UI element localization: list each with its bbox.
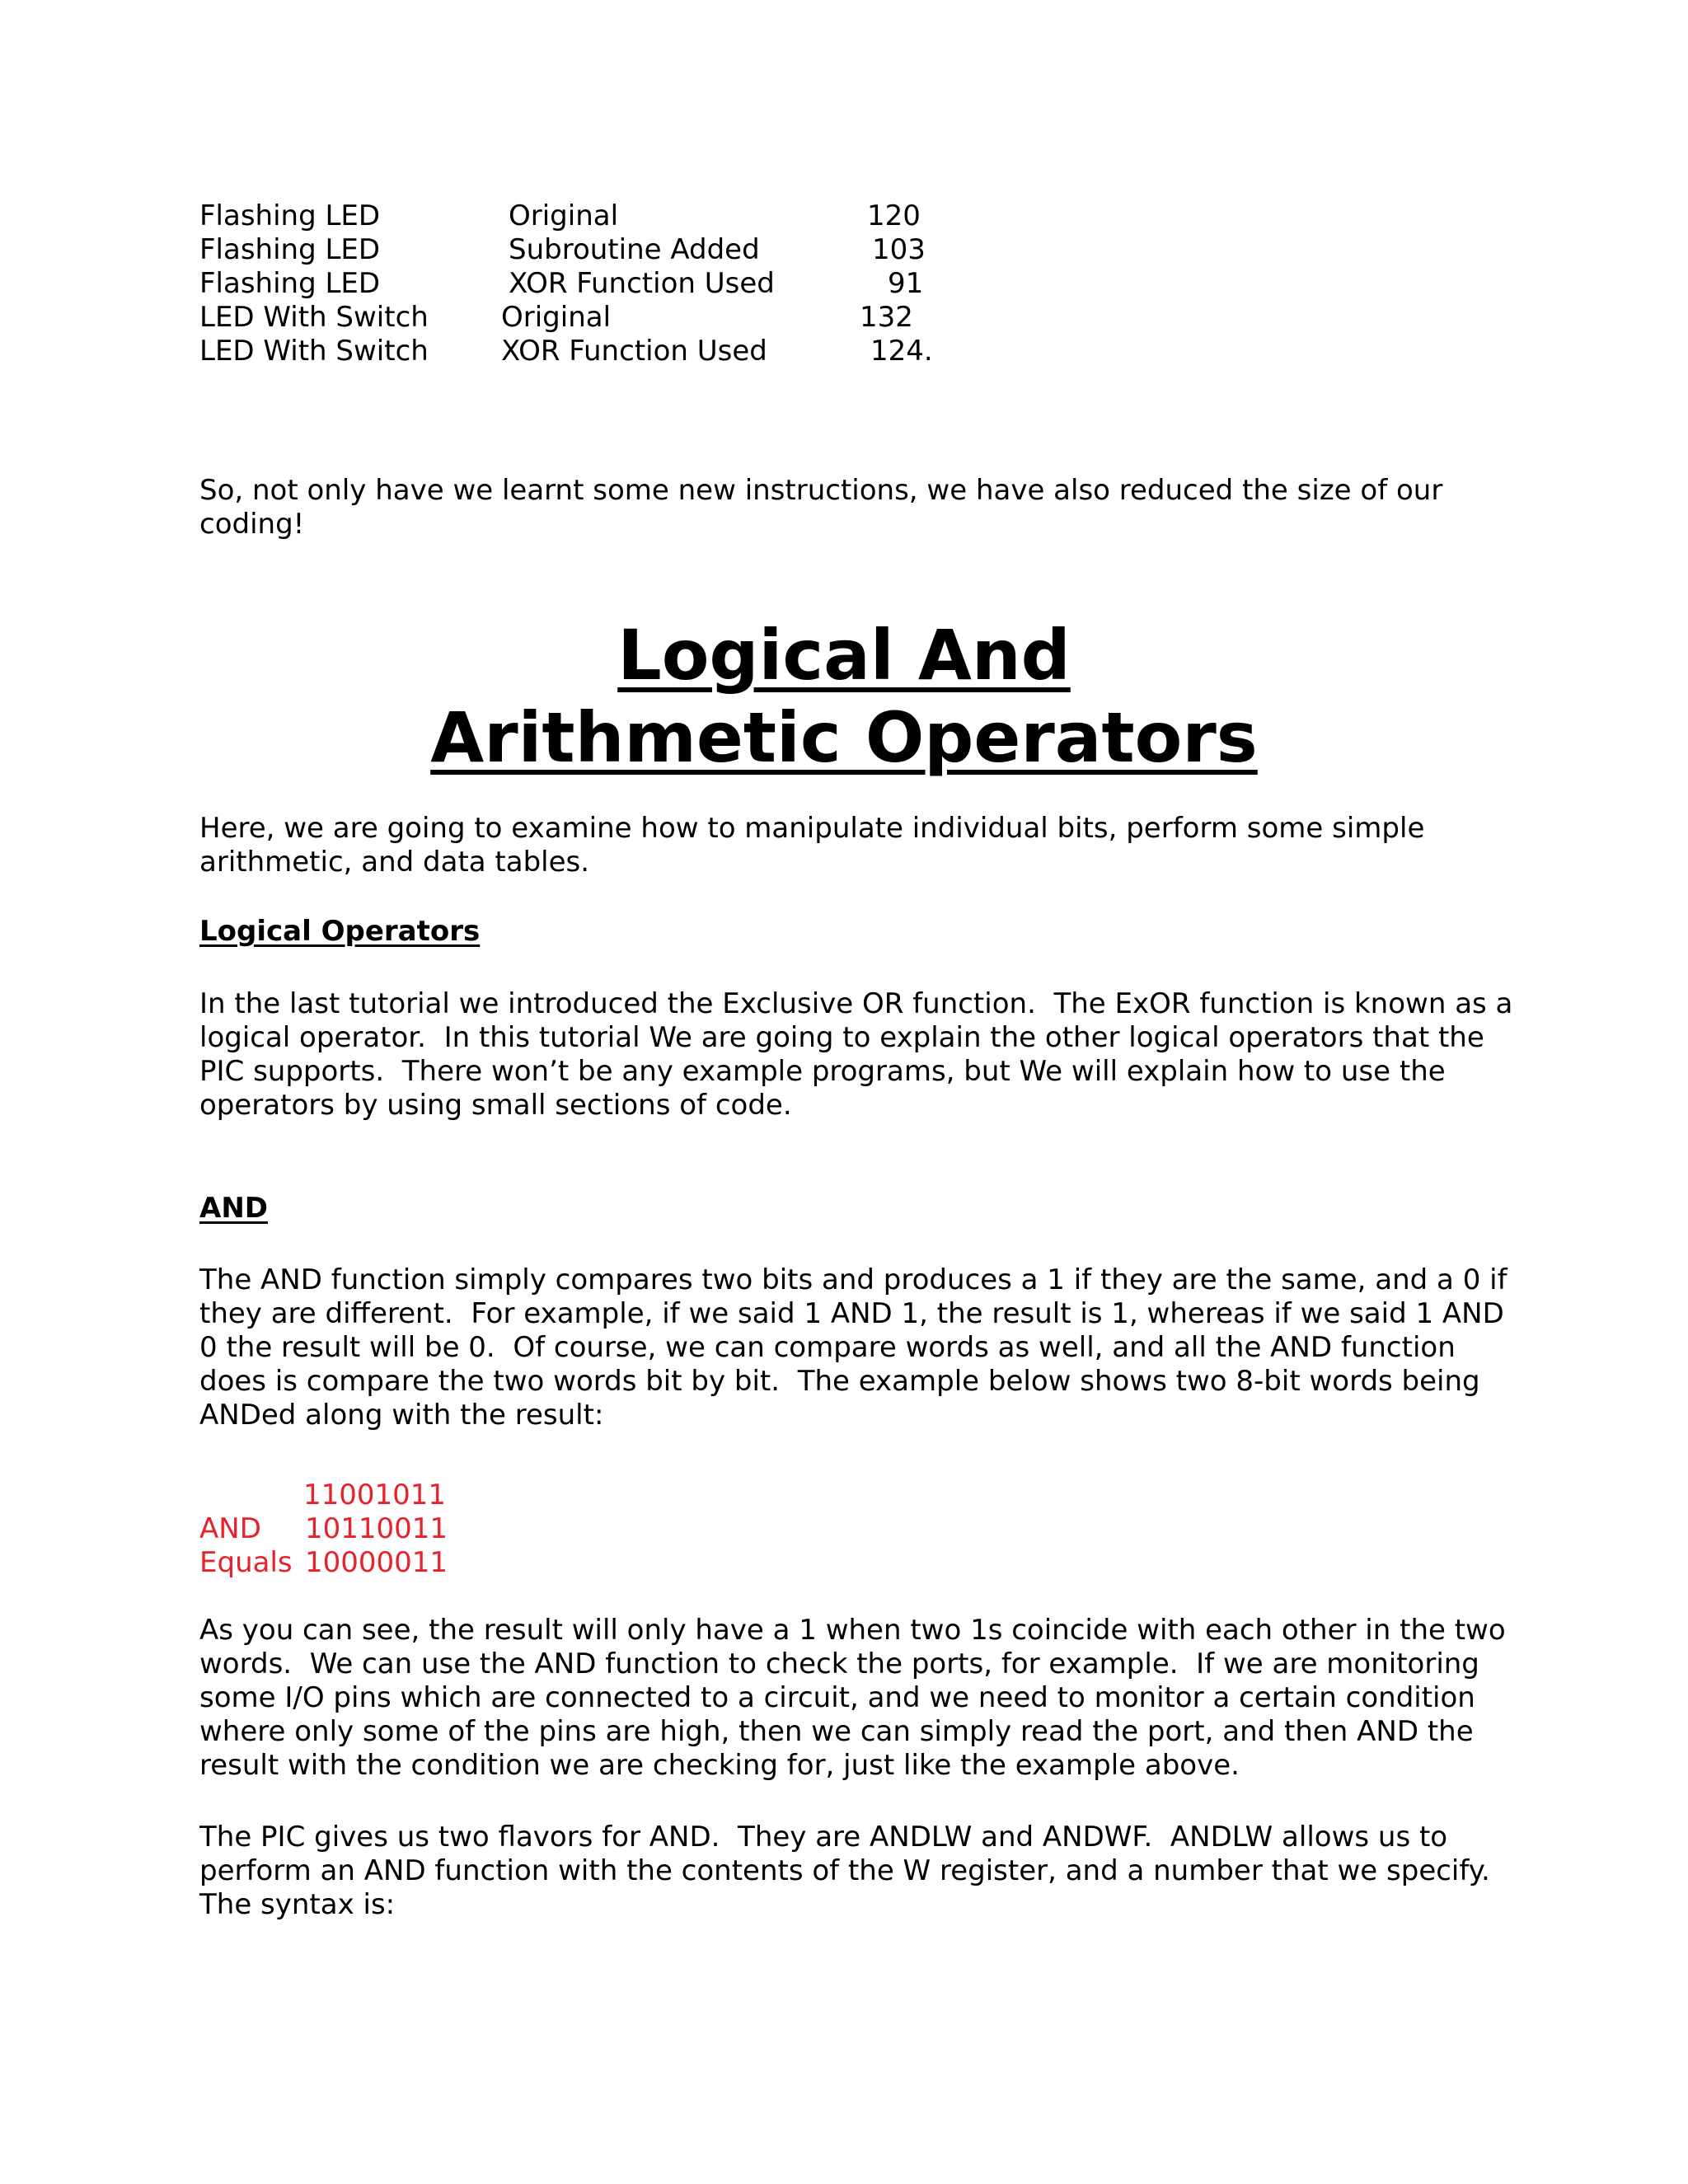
program-version: Original bbox=[509, 199, 619, 232]
logical-operators-heading: Logical Operators bbox=[199, 915, 481, 948]
example-value: 11001011 bbox=[303, 1479, 447, 1511]
and-paragraph-1: The AND function simply compares two bits and produces a 1 if they are the same, and a 0 if they are different. For example, if we said 1 AND 1, the result is 1, whereas if we said 1 AND 0 the result will be 0. Of course, we can compare words as well, and all the AND function does is compare the two words bit by bit. The example below shows two 8-bit words being ANDed along with the result: bbox=[199, 1263, 1517, 1432]
program-version: XOR Function Used bbox=[501, 335, 767, 368]
and-heading: AND bbox=[199, 1192, 268, 1225]
example-label: Equals bbox=[199, 1546, 293, 1579]
program-version: Original bbox=[501, 301, 612, 334]
page-title-line-1: Logical And bbox=[617, 615, 1071, 696]
program-size: 132 bbox=[860, 301, 913, 334]
intro-paragraph: Here, we are going to examine how to manipulate individual bits, perform some simple arithmetic, and data tables. bbox=[199, 812, 1434, 879]
program-size: 124. bbox=[870, 335, 933, 368]
program-name: LED With Switch bbox=[199, 335, 429, 368]
and-paragraph-2: As you can see, the result will only have a 1 when two 1s coincide with each other in the two words. We can use the AND function to check the ports, for example. If we are monitoring some I/O pins which are connected to a circuit, and we need to monitor a certain condition where only some of the pins are high, then we can simply read the port, and then AND the result with the condition we are checking for, just like the example above. bbox=[199, 1614, 1515, 1782]
program-name: Flashing LED bbox=[199, 267, 381, 300]
summary-paragraph: So, not only have we learnt some new instructions, we have also reduced the size of our coding! bbox=[199, 474, 1452, 541]
program-name: Flashing LED bbox=[199, 199, 381, 232]
program-version: XOR Function Used bbox=[509, 267, 775, 300]
page-title-line-2: Arithmetic Operators bbox=[430, 697, 1258, 778]
and-paragraph-3: The PIC gives us two flavors for AND. They are ANDLW and ANDWF. ANDLW allows us to perform an AND function with the contents of the W register, and a number that we specify. The syntax is: bbox=[199, 1821, 1508, 1921]
example-label: AND bbox=[199, 1512, 261, 1545]
example-value: 10000011 bbox=[305, 1546, 448, 1579]
example-value: 10110011 bbox=[305, 1512, 448, 1545]
program-version: Subroutine Added bbox=[509, 233, 760, 266]
program-size: 120 bbox=[867, 199, 921, 232]
program-name: Flashing LED bbox=[199, 233, 381, 266]
program-size: 91 bbox=[888, 267, 924, 300]
program-size: 103 bbox=[872, 233, 926, 266]
logical-operators-paragraph: In the last tutorial we introduced the Exclusive OR function. The ExOR function is known as a logical operator. In this tutorial We are going to explain the other logical operators that the PIC supports. There won’t be any example programs, but We will explain how to use the operators by using small sections of code. bbox=[199, 987, 1522, 1122]
program-name: LED With Switch bbox=[199, 301, 429, 334]
